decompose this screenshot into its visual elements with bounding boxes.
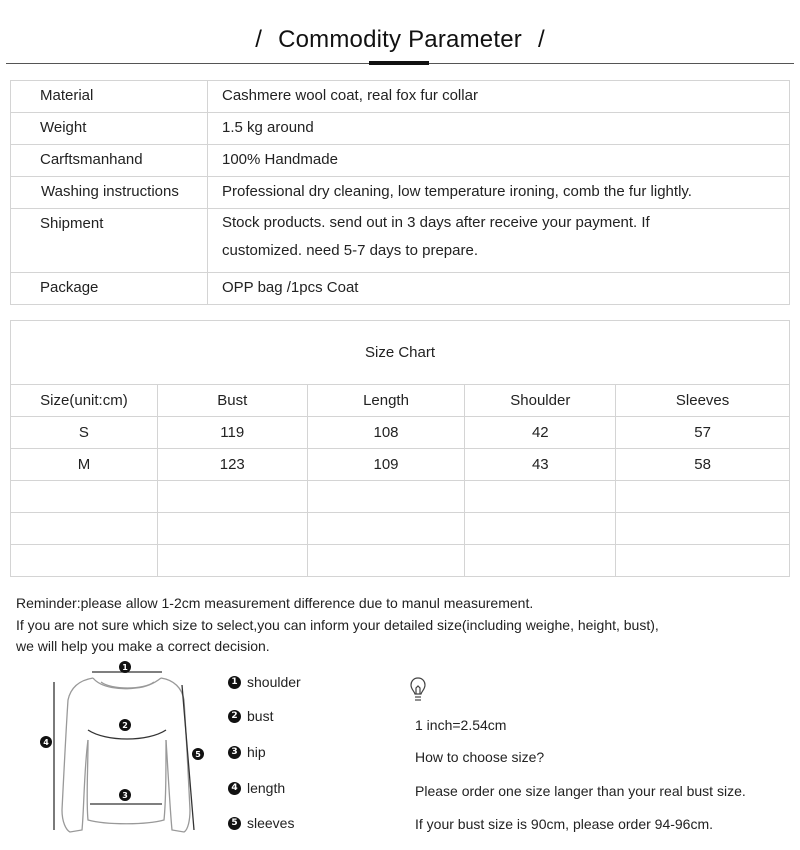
table-cell: M	[11, 449, 158, 481]
param-row-craftsmanship	[11, 145, 790, 177]
column-header: Length	[307, 385, 465, 417]
table-cell: 119	[157, 417, 307, 449]
number-badge-icon: 1	[228, 676, 241, 689]
garment-measurement-diagram	[36, 660, 216, 845]
legend-label: shoulder	[247, 674, 301, 690]
param-row-shipment	[11, 209, 790, 273]
size-chart-table	[10, 320, 790, 577]
section-header	[0, 0, 800, 70]
svg-text:4: 4	[43, 738, 49, 747]
param-row-weight	[11, 113, 790, 145]
param-label: Package	[11, 273, 208, 305]
table-cell: 42	[465, 417, 616, 449]
svg-text:5: 5	[195, 750, 201, 759]
param-row-washing	[11, 177, 790, 209]
size-advice: Please order one size langer than your real bust size.	[415, 783, 746, 799]
number-badge-icon: 4	[228, 782, 241, 795]
param-label: Material	[11, 81, 208, 113]
param-value: Professional dry cleaning, low temperature ironing, comb the fur lightly.	[208, 177, 790, 209]
number-badge-icon: 3	[228, 746, 241, 759]
table-row	[11, 417, 790, 449]
title-slash-left: /	[255, 26, 263, 53]
size-reminder	[16, 593, 786, 658]
svg-text:2: 2	[122, 721, 128, 730]
param-label: Washing instructions	[11, 177, 208, 209]
sweater-outline-icon	[62, 678, 190, 832]
param-value: 100% Handmade	[208, 145, 790, 177]
legend-label: hip	[247, 744, 266, 760]
title-text: Commodity Parameter	[278, 26, 522, 53]
param-row-material	[11, 81, 790, 113]
legend-item-hip	[228, 742, 266, 762]
param-label: Weight	[11, 113, 208, 145]
legend-label: sleeves	[247, 815, 295, 831]
column-header: Size(unit:cm)	[11, 385, 158, 417]
table-cell: 123	[157, 449, 307, 481]
reminder-line: we will help you make a correct decision.	[16, 638, 270, 654]
table-row-empty	[11, 481, 790, 513]
lightbulb-icon	[409, 676, 427, 704]
number-badge-icon: 5	[228, 817, 241, 830]
page-title	[0, 26, 800, 54]
svg-text:3: 3	[122, 791, 128, 800]
legend-label: bust	[247, 708, 274, 724]
header-accent-bar	[369, 61, 429, 65]
size-chart-caption-row	[11, 321, 790, 385]
table-cell: 57	[616, 417, 790, 449]
legend-item-sleeves	[228, 813, 294, 833]
param-row-package	[11, 273, 790, 305]
table-cell: S	[11, 417, 158, 449]
size-advice-example: If your bust size is 90cm, please order 94-96cm.	[415, 816, 714, 832]
column-header: Shoulder	[465, 385, 616, 417]
param-value: OPP bag /1pcs Coat	[208, 273, 790, 305]
legend-item-length	[228, 778, 285, 798]
param-value: 1.5 kg around	[208, 113, 790, 145]
legend-label: length	[247, 780, 286, 796]
size-chart-header-row	[11, 385, 790, 417]
param-value-line: customized. need 5-7 days to prepare.	[222, 242, 478, 259]
reminder-line: Reminder:please allow 1-2cm measurement difference due to manul measurement.	[16, 595, 534, 611]
table-cell: 108	[307, 417, 465, 449]
title-slash-right: /	[537, 26, 545, 53]
table-cell: 43	[465, 449, 616, 481]
column-header: Sleeves	[616, 385, 790, 417]
table-cell: 109	[307, 449, 465, 481]
param-value	[208, 209, 790, 273]
param-value-line: Stock products. send out in 3 days after receive your payment. If	[222, 214, 650, 231]
size-question: How to choose size?	[415, 749, 545, 765]
column-header: Bust	[157, 385, 307, 417]
param-label: Shipment	[11, 209, 208, 273]
table-cell: 58	[616, 449, 790, 481]
number-badge-icon: 2	[228, 710, 241, 723]
legend-item-bust	[228, 706, 273, 726]
param-label: Carftsmanhand	[11, 145, 208, 177]
svg-text:1: 1	[122, 663, 128, 672]
param-value: Cashmere wool coat, real fox fur collar	[208, 81, 790, 113]
table-row-empty	[11, 513, 790, 545]
table-row	[11, 449, 790, 481]
size-chart-title: Size Chart	[11, 321, 790, 385]
conversion-note: 1 inch=2.54cm	[415, 717, 507, 733]
reminder-line: If you are not sure which size to select,you can inform your detailed size(including weighe, height, bust),	[16, 616, 659, 633]
table-row-empty	[11, 545, 790, 577]
parameter-table	[10, 80, 790, 305]
legend-item-shoulder	[228, 672, 301, 692]
